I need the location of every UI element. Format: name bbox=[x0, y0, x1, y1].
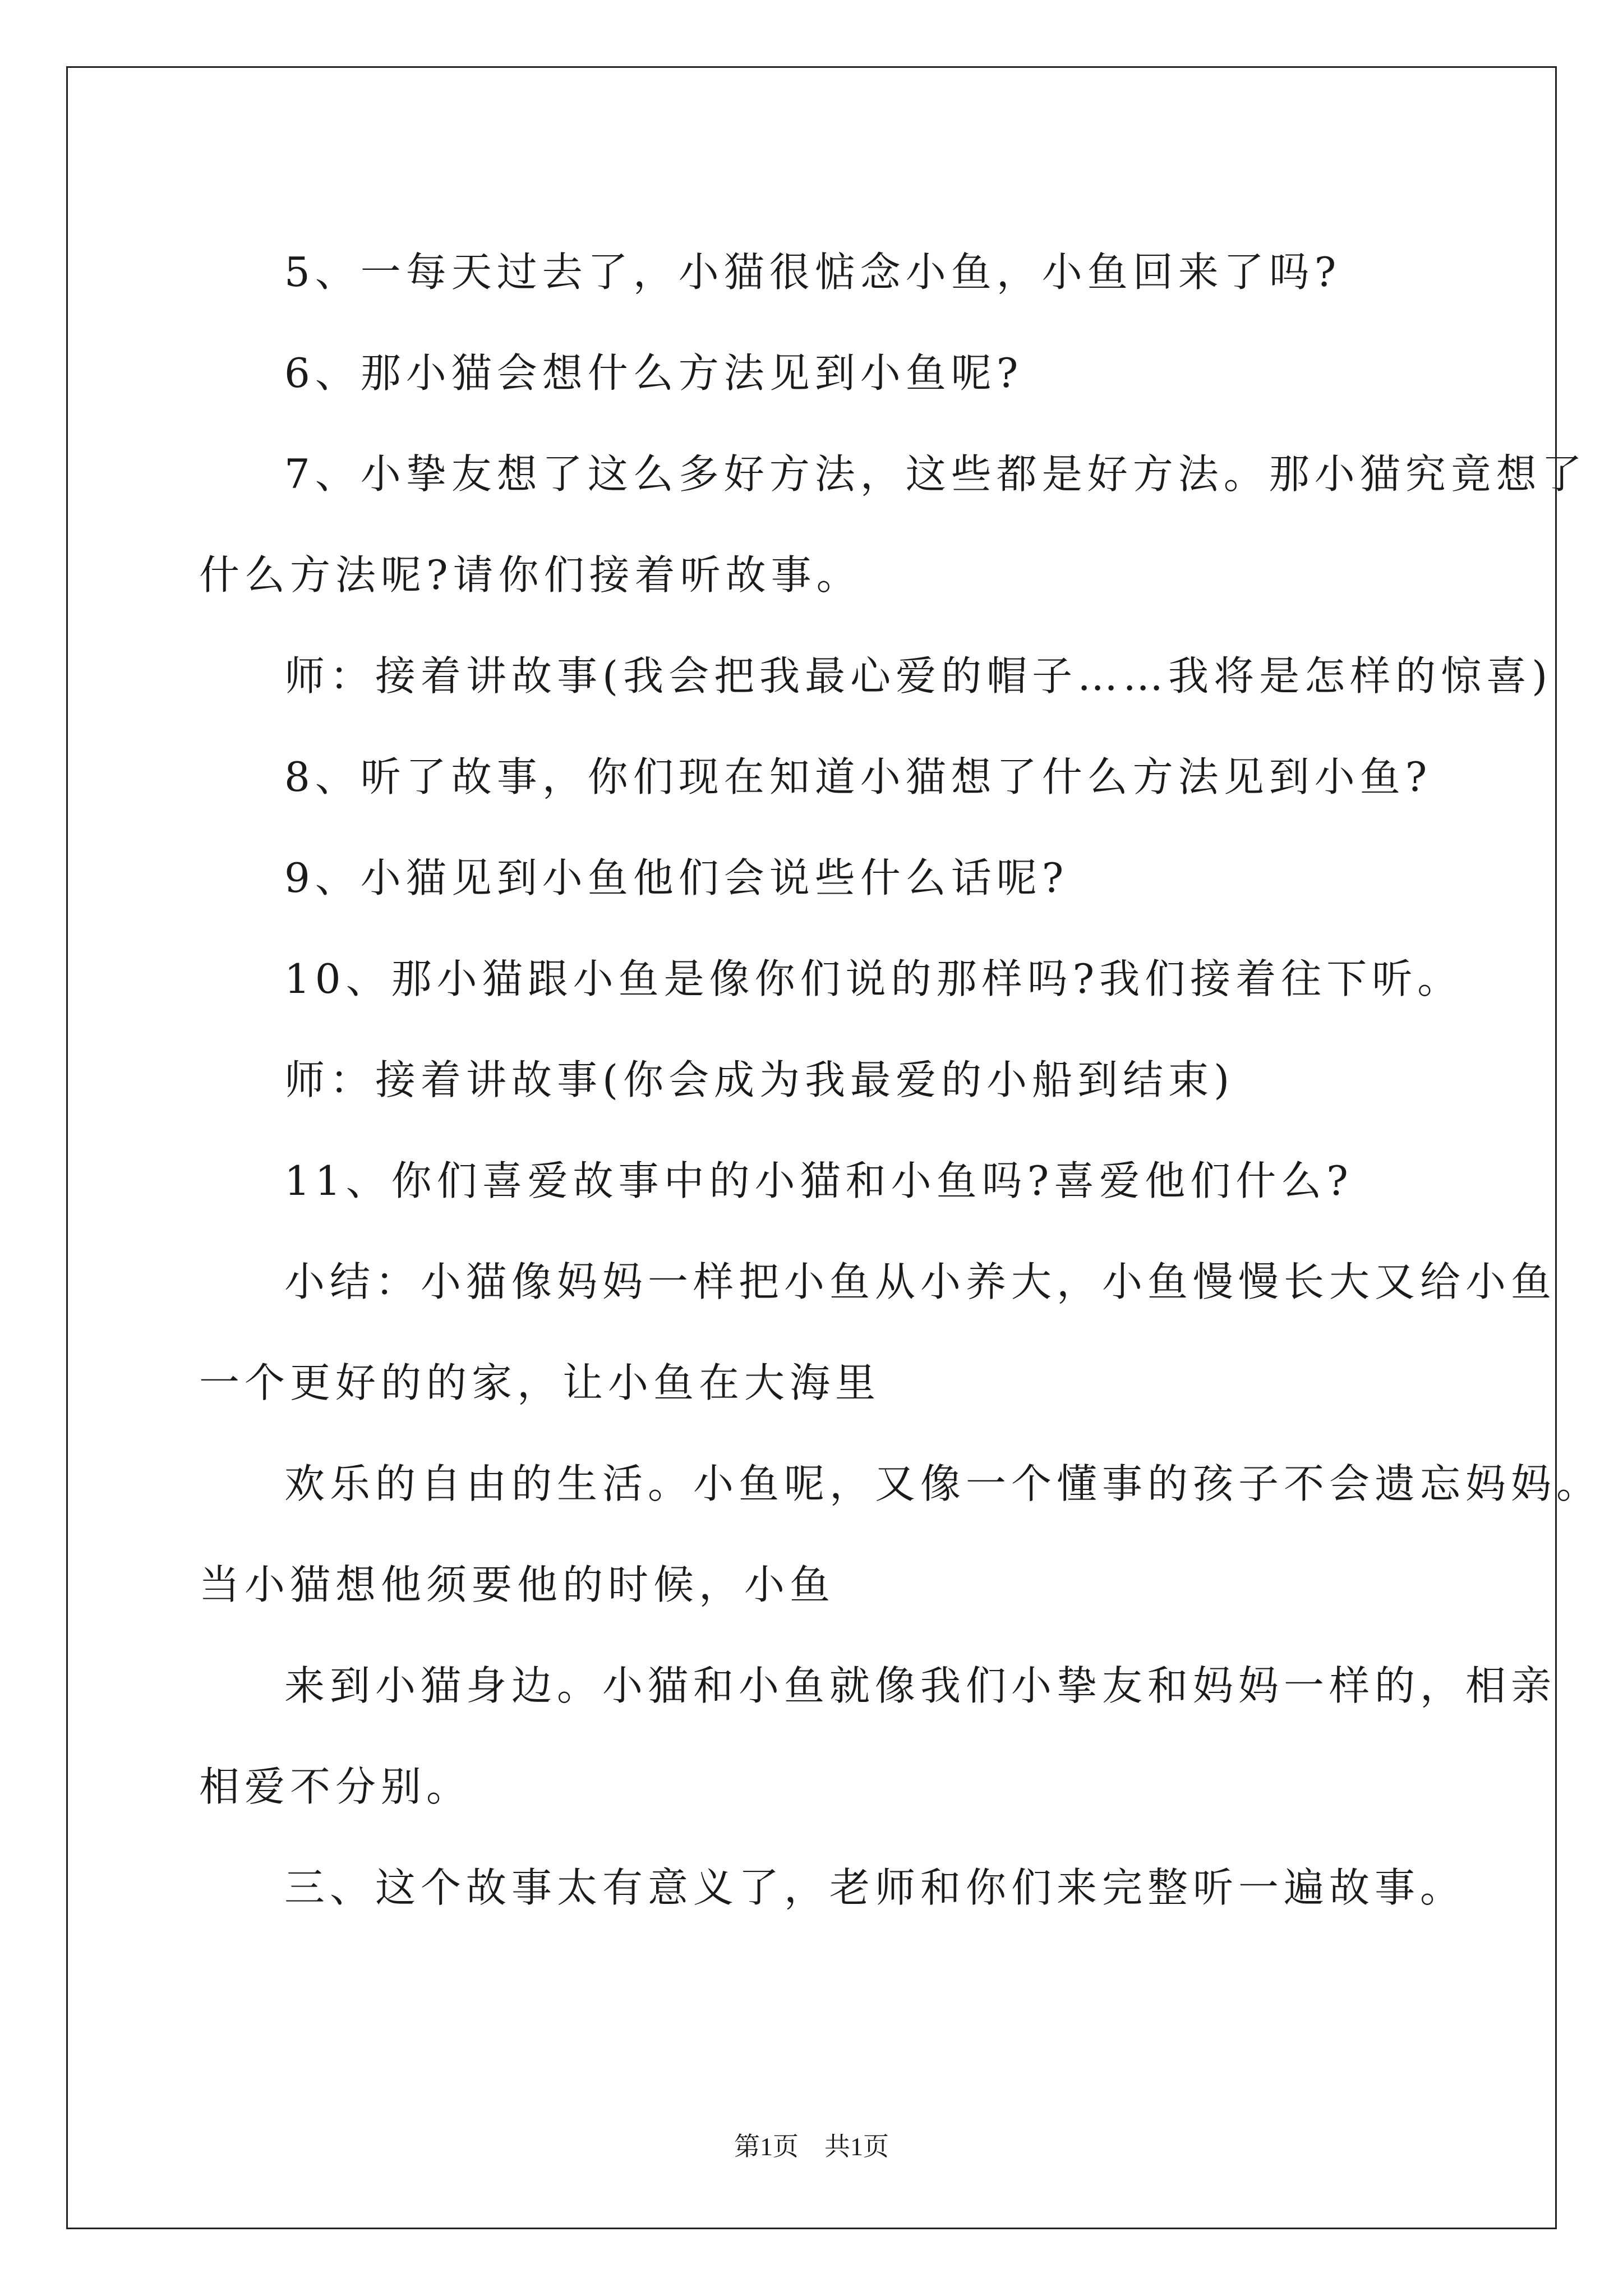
paragraph-12-continued: 相爱不分别。 bbox=[199, 1763, 472, 1810]
paragraph-6: 9、小猫见到小鱼他们会说些什么话呢? bbox=[284, 854, 1069, 901]
paragraph-3-continued: 什么方法呢?请你们接着听故事。 bbox=[199, 551, 862, 599]
paragraph-10-continued: 一个更好的的家，让小鱼在大海里 bbox=[199, 1359, 881, 1406]
document-body bbox=[199, 222, 1602, 1938]
paragraph-12: 来到小猫身边。小猫和小鱼就像我们小挚友和妈妈一样的，相亲 bbox=[284, 1662, 1557, 1709]
paragraph-4: 师：接着讲故事(我会把我最心爱的帽子……我将是怎样的惊喜) bbox=[284, 652, 1553, 700]
paragraph-3: 7、小挚友想了这么多好方法，这些都是好方法。那小猫究竟想了 bbox=[284, 450, 1587, 498]
paragraph-8: 师：接着讲故事(你会成为我最爱的小船到结束) bbox=[284, 1056, 1235, 1103]
paragraph-11: 欢乐的自由的生活。小鱼呢，又像一个懂事的孩子不会遗忘妈妈。 bbox=[284, 1460, 1602, 1507]
page-number-footer: 第1页 共1页 bbox=[734, 2132, 889, 2161]
paragraph-2: 6、那小猫会想什么方法见到小鱼呢? bbox=[284, 349, 1023, 397]
paragraph-11-continued: 当小猫想他须要他的时候，小鱼 bbox=[199, 1561, 836, 1608]
paragraph-1: 5、一每天过去了，小猫很惦念小鱼，小鱼回来了吗? bbox=[284, 249, 1341, 296]
paragraph-10: 小结：小猫像妈妈一样把小鱼从小养大，小鱼慢慢长大又给小鱼 bbox=[284, 1258, 1557, 1305]
paragraph-7: 10、那小猫跟小鱼是像你们说的那样吗?我们接着往下听。 bbox=[284, 955, 1463, 1002]
paragraph-13: 三、这个故事太有意义了，老师和你们来完整听一遍故事。 bbox=[284, 1864, 1466, 1911]
paragraph-5: 8、听了故事，你们现在知道小猫想了什么方法见到小鱼? bbox=[284, 753, 1432, 800]
paragraph-9: 11、你们喜爱故事中的小猫和小鱼吗?喜爱他们什么? bbox=[284, 1157, 1353, 1204]
